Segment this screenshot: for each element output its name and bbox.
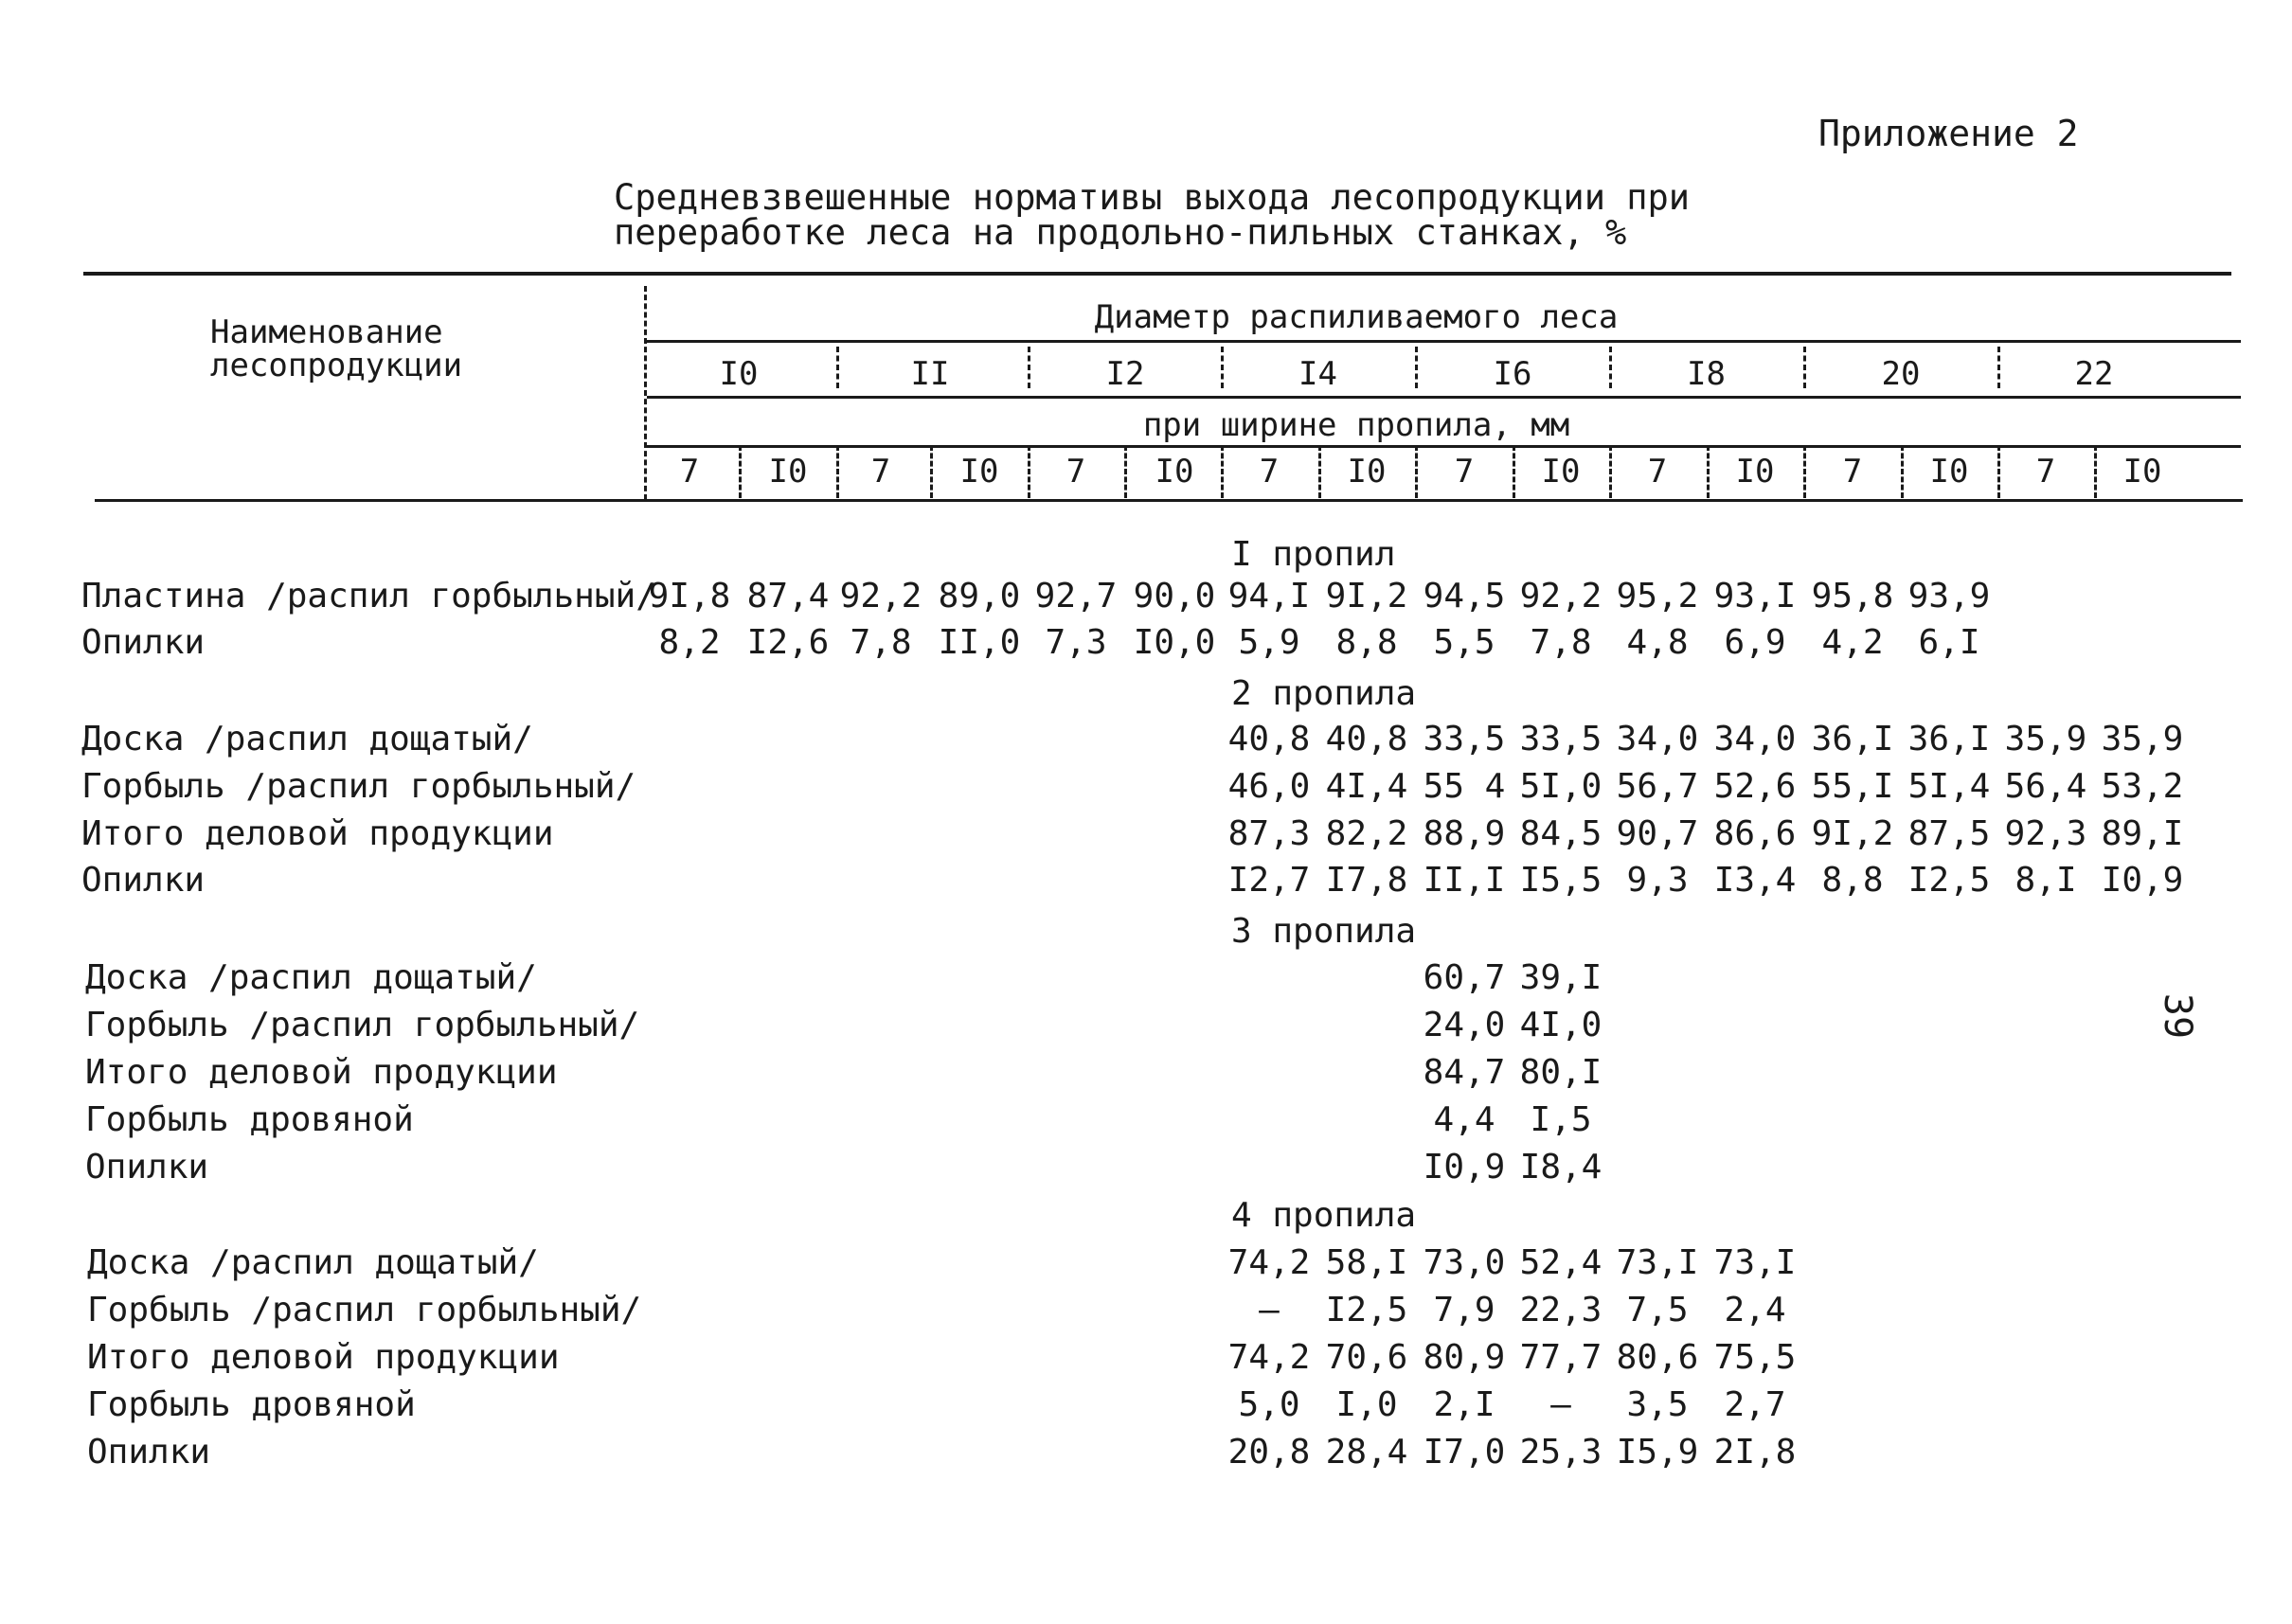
table-cell: –: [1550, 1385, 1571, 1424]
table-cell: 3,5: [1626, 1385, 1689, 1424]
table-cell: 87,3: [1227, 814, 1311, 853]
table-cell: 73,I: [1713, 1243, 1797, 1282]
diameter-3: I4: [1298, 355, 1337, 393]
table-cell: 25,3: [1519, 1433, 1603, 1472]
table-cell: 7,5: [1626, 1291, 1689, 1330]
table-cell: 40,8: [1325, 720, 1408, 758]
header-bottom-rule: [95, 499, 2243, 502]
table-cell: 52,4: [1519, 1243, 1603, 1282]
kerf-1: I0: [768, 453, 808, 491]
diameter-divider: [836, 347, 839, 388]
kerf-15: I0: [2122, 453, 2162, 491]
kerf-divider: [1124, 445, 1127, 498]
kerf-divider: [1803, 445, 1806, 498]
table-cell: 74,2: [1227, 1243, 1311, 1282]
table-cell: 94,I: [1227, 577, 1311, 616]
table-top-rule: [83, 272, 2231, 276]
kerf-divider: [2094, 445, 2097, 498]
row-label: Доска /распил дощатый/: [87, 1243, 539, 1282]
kerf-divider: [1609, 445, 1612, 498]
table-cell: 60,7: [1423, 958, 1506, 997]
row-label: Доска /распил дощатый/: [81, 720, 533, 758]
diameter-7: 22: [2074, 355, 2114, 393]
table-cell: I5,9: [1616, 1433, 1699, 1472]
table-cell: 84,7: [1423, 1053, 1506, 1092]
table-cell: I7,8: [1325, 861, 1408, 900]
table-cell: –: [1259, 1291, 1280, 1330]
table-cell: 52,6: [1713, 767, 1797, 806]
diameter-0: I0: [719, 355, 759, 393]
row-label: Пластина /распил горбыльный/: [81, 577, 656, 616]
table-cell: I,0: [1335, 1385, 1398, 1424]
table-cell: 7,8: [850, 623, 912, 662]
kerf-divider: [1221, 445, 1224, 498]
table-cell: 82,2: [1325, 814, 1408, 853]
table-cell: 4,4: [1433, 1100, 1495, 1139]
table-cell: 77,7: [1519, 1338, 1603, 1377]
table-cell: 8,I: [2014, 861, 2077, 900]
table-cell: I2,6: [746, 623, 830, 662]
diameter-divider: [1221, 347, 1224, 388]
table-cell: 8,8: [1821, 861, 1884, 900]
table-cell: 9,3: [1626, 861, 1689, 900]
table-cell: 80,6: [1616, 1338, 1699, 1377]
kerf-divider: [1318, 445, 1321, 498]
table-cell: I0,0: [1133, 623, 1216, 662]
table-cell: 84,5: [1519, 814, 1603, 853]
row-label: Горбыль /распил горбыльный/: [81, 767, 636, 806]
diameter-divider: [1803, 347, 1806, 388]
table-cell: 5,9: [1238, 623, 1300, 662]
table-cell: 87,4: [746, 577, 830, 616]
table-cell: 33,5: [1423, 720, 1506, 758]
diameter-header: Диаметр распиливаемого леса: [1094, 298, 1619, 336]
kerf-rule: [647, 445, 2241, 448]
table-cell: 9I,8: [648, 577, 731, 616]
diameter-divider: [1415, 347, 1418, 388]
table-cell: 80,9: [1423, 1338, 1506, 1377]
row-label: Горбыль /распил горбыльный/: [85, 1006, 640, 1044]
kerf-divider: [1028, 445, 1030, 498]
diameter-divider: [1609, 347, 1612, 388]
table-cell: 95,2: [1616, 577, 1699, 616]
table-cell: 93,9: [1907, 577, 1991, 616]
table-cell: 90,0: [1133, 577, 1216, 616]
table-cell: I5,5: [1519, 861, 1603, 900]
kerf-divider: [1901, 445, 1904, 498]
table-cell: 87,5: [1907, 814, 1991, 853]
kerf-divider: [930, 445, 933, 498]
table-cell: 70,6: [1325, 1338, 1408, 1377]
kerf-divider: [739, 445, 742, 498]
table-cell: 92,7: [1034, 577, 1118, 616]
table-cell: 5I,4: [1907, 767, 1991, 806]
table-cell: 8,2: [658, 623, 721, 662]
kerf-divider: [1707, 445, 1710, 498]
kerf-13: I0: [1929, 453, 1969, 491]
kerf-4: 7: [1065, 453, 1086, 491]
row-label: Итого деловой продукции: [81, 814, 554, 853]
row-label: Доска /распил дощатый/: [85, 958, 537, 997]
table-cell: 56,7: [1616, 767, 1699, 806]
table-cell: 4,8: [1626, 623, 1689, 662]
table-cell: 2I,8: [1713, 1433, 1797, 1472]
table-cell: 22,3: [1519, 1291, 1603, 1330]
kerf-7: I0: [1347, 453, 1387, 491]
diameter-divider: [1028, 347, 1030, 388]
table-cell: 5,5: [1433, 623, 1495, 662]
table-cell: 35,9: [2004, 720, 2087, 758]
table-cell: 8,8: [1335, 623, 1398, 662]
table-cell: 34,0: [1713, 720, 1797, 758]
kerf-12: 7: [1842, 453, 1863, 491]
kerf-14: 7: [2035, 453, 2056, 491]
table-cell: 88,9: [1423, 814, 1506, 853]
table-cell: 56,4: [2004, 767, 2087, 806]
table-cell: 80,I: [1519, 1053, 1603, 1092]
diameters-rule: [647, 396, 2241, 399]
diameter-6: 20: [1881, 355, 1921, 393]
table-cell: 7,8: [1530, 623, 1592, 662]
diameter-5: I8: [1687, 355, 1726, 393]
table-cell: 73,I: [1616, 1243, 1699, 1282]
table-cell: 95,8: [1811, 577, 1894, 616]
table-cell: 4,2: [1821, 623, 1884, 662]
row-label: Горбыль дровяной: [85, 1100, 414, 1139]
kerf-divider: [836, 445, 839, 498]
row-label: Опилки: [81, 861, 206, 900]
kerf-5: I0: [1155, 453, 1194, 491]
table-cell: 92,2: [1519, 577, 1603, 616]
table-cell: I2,5: [1325, 1291, 1408, 1330]
kerf-6: 7: [1259, 453, 1280, 491]
table-cell: 75,5: [1713, 1338, 1797, 1377]
table-cell: 4I,4: [1325, 767, 1408, 806]
table-cell: 55 4: [1423, 767, 1506, 806]
kerf-11: I0: [1735, 453, 1775, 491]
table-cell: 46,0: [1227, 767, 1311, 806]
kerf-divider: [1415, 445, 1418, 498]
table-cell: I7,0: [1423, 1433, 1506, 1472]
table-cell: 20,8: [1227, 1433, 1311, 1472]
table-cell: 7,9: [1433, 1291, 1495, 1330]
table-cell: 92,2: [839, 577, 922, 616]
kerf-10: 7: [1647, 453, 1668, 491]
table-cell: 90,7: [1616, 814, 1699, 853]
table-cell: 55,I: [1811, 767, 1894, 806]
table-cell: 24,0: [1423, 1006, 1506, 1044]
section-title: 2 пропила: [1231, 674, 1417, 713]
table-cell: 6,I: [1918, 623, 1980, 662]
name-header-line-2: лесопродукции: [210, 347, 463, 384]
table-cell: 36,I: [1811, 720, 1894, 758]
title-line-2: переработке леса на продольно-пильных станках, %: [614, 212, 1627, 253]
table-cell: 93,I: [1713, 577, 1797, 616]
table-cell: 35,9: [2101, 720, 2184, 758]
section-title: 4 пропила: [1231, 1196, 1417, 1235]
row-label: Итого деловой продукции: [87, 1338, 560, 1377]
table-cell: 40,8: [1227, 720, 1311, 758]
row-label: Горбыль дровяной: [87, 1385, 416, 1424]
page-number: 39: [2156, 992, 2200, 1040]
kerf-8: 7: [1454, 453, 1475, 491]
section-title: I пропил: [1231, 535, 1396, 574]
table-cell: I8,4: [1519, 1148, 1603, 1187]
table-cell: 4I,0: [1519, 1006, 1603, 1044]
name-header-line-1: Наименование: [210, 313, 443, 351]
table-cell: 94,5: [1423, 577, 1506, 616]
table-cell: 7,3: [1045, 623, 1107, 662]
kerf-9: I0: [1541, 453, 1581, 491]
table-cell: I,5: [1530, 1100, 1592, 1139]
kerf-0: 7: [679, 453, 700, 491]
row-label: Опилки: [81, 623, 206, 662]
diameter-rule: [647, 340, 2241, 343]
table-cell: 5,0: [1238, 1385, 1300, 1424]
title-line-1: Средневзвешенные нормативы выхода лесопродукции при: [614, 177, 1691, 218]
table-cell: 33,5: [1519, 720, 1603, 758]
table-cell: 73,0: [1423, 1243, 1506, 1282]
appendix-label: Приложение 2: [1818, 113, 2079, 154]
kerf-divider: [1513, 445, 1515, 498]
kerf-3: I0: [959, 453, 999, 491]
diameter-4: I6: [1493, 355, 1532, 393]
table-cell: 9I,2: [1811, 814, 1894, 853]
row-label: Горбыль /распил горбыльный/: [87, 1291, 642, 1330]
table-cell: 28,4: [1325, 1433, 1408, 1472]
kerf-header: при ширине пропила, мм: [1142, 406, 1570, 444]
table-cell: 2,4: [1724, 1291, 1786, 1330]
kerf-divider: [1997, 445, 2000, 498]
table-cell: II,I: [1423, 861, 1506, 900]
table-cell: 92,3: [2004, 814, 2087, 853]
table-cell: 89,I: [2101, 814, 2184, 853]
row-label: Итого деловой продукции: [85, 1053, 558, 1092]
table-cell: I0,9: [2101, 861, 2184, 900]
diameter-2: I2: [1105, 355, 1145, 393]
table-cell: 9I,2: [1325, 577, 1408, 616]
table-cell: 5I,0: [1519, 767, 1603, 806]
table-cell: 2,I: [1433, 1385, 1495, 1424]
table-cell: 34,0: [1616, 720, 1699, 758]
diameter-1: II: [910, 355, 950, 393]
table-cell: 58,I: [1325, 1243, 1408, 1282]
kerf-2: 7: [870, 453, 891, 491]
table-cell: 86,6: [1713, 814, 1797, 853]
table-cell: I0,9: [1423, 1148, 1506, 1187]
row-label: Опилки: [87, 1433, 211, 1472]
section-title: 3 пропила: [1231, 912, 1417, 951]
table-cell: 36,I: [1907, 720, 1991, 758]
table-cell: 39,I: [1519, 958, 1603, 997]
table-cell: 2,7: [1724, 1385, 1786, 1424]
table-cell: 6,9: [1724, 623, 1786, 662]
table-cell: I2,7: [1227, 861, 1311, 900]
table-cell: 53,2: [2101, 767, 2184, 806]
table-cell: I3,4: [1713, 861, 1797, 900]
table-cell: 74,2: [1227, 1338, 1311, 1377]
table-cell: II,0: [938, 623, 1021, 662]
table-cell: I2,5: [1907, 861, 1991, 900]
diameter-divider: [1997, 347, 2000, 388]
name-column-divider: [644, 286, 647, 500]
row-label: Опилки: [85, 1148, 209, 1187]
table-cell: 89,0: [938, 577, 1021, 616]
